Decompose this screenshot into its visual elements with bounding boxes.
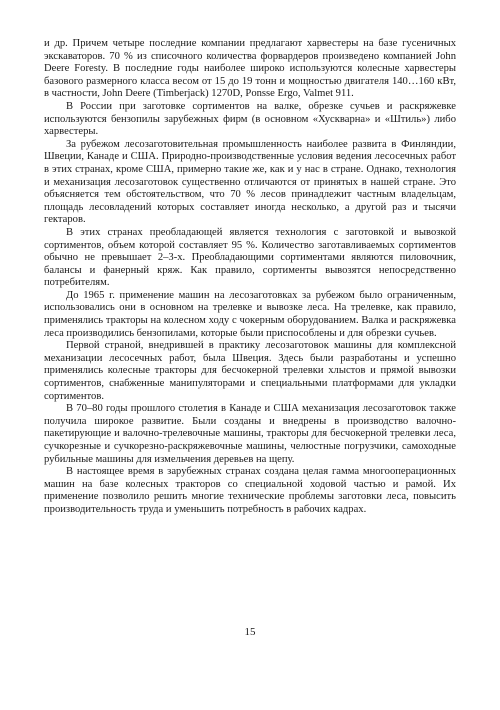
page-number: 15 xyxy=(244,626,256,638)
paragraph: и др. Причем четыре последние компании предлагают харвестеры на базе гусеничных экскаваторов. 70 % из списочного количества форвардеров произведено компанией John Deere Foresty. В последние годы наиболее широко используются колесные харвестеры базового размерного класса весом от 15 до 19 тонн и мощностью двигателя 140…160 кВт, в частности, John Deere (Timberjack) 1270D, Ponsse Ergo, Valmet 911. xyxy=(44,38,456,100)
paragraph: До 1965 г. применение машин на лесозаготовках за рубежом было ограниченным, использовались они в основном на трелевке и вывозке леса. На трелевке, как правило, применялись тракторы на колесном ходу с чокерным оборудованием. Валка и раскряжевка леса производились бензопилами, которые были приспособлены и для обрезки сучьев. xyxy=(44,289,456,339)
paragraph: В настоящее время в зарубежных странах создана целая гамма многооперационных машин на базе колесных тракторов со специальной ходовой частью и рамой. Их применение позволило решить многие технические проблемы заготовки леса, повысить производительность труда и уменьшить потребность в рабочих кадрах. xyxy=(44,466,456,515)
paragraph: В России при заготовке сортиментов на валке, обрезке сучьев и раскряжевке используются бензопилы зарубежных фирм (в основном «Хускварна» и «Штиль») либо харвестеры. xyxy=(44,100,456,138)
paragraph: За рубежом лесозаготовительная промышленность наиболее развита в Финляндии, Швеции, Канаде и США. Природно-производственные условия ведения лесосечных работ в этих странах, кроме США, примерно такие же, как и у нас в стране. Однако, технология и механизация лесозаготовок существенно отличаются от принятых в нашей стране. Это объясняется тем обстоятельством, что 70 % лесов принадлежит частным владельцам, площадь лесовладений которых составляет иногда несколько, а другой раз и тысячи гектаров. xyxy=(44,138,456,226)
paragraph: В этих странах преобладающей является технология с заготовкой и вывозкой сортиментов, объем которой составляет 95 %. Количество заготавливаемых сортиментов обычно не превышает 2–3-х. Преобладающими сортиментами являются пиловочник, балансы и фанерный кряж. Как правило, сортименты вывозятся непосредственно потребителям. xyxy=(44,226,456,289)
body-text xyxy=(44,38,456,517)
paragraph: Первой страной, внедрившей в практику лесозаготовок машины для комплексной механизации лесосечных работ, была Швеция. Здесь были разработаны и успешно применялись колесные тракторы для бесчокерной трелевки хлыстов и прямой вывозки сортиментов, снабженные манипуляторами и специальными платформами для укладки сортиментов. xyxy=(44,340,456,402)
paragraph: В 70–80 годы прошлого столетия в Канаде и США механизация лесозаготовок также получила широкое развитие. Были созданы и внедрены в производство валочно-пакетирующие и валочно-трелевочные машины, тракторы для бесчокерной трелевки леса, сучкорезные и сучкорезно-раскряжевочные машины, челюстные погрузчики, самоходные рубильные машины для измельчения деревьев на щепу. xyxy=(44,403,456,465)
